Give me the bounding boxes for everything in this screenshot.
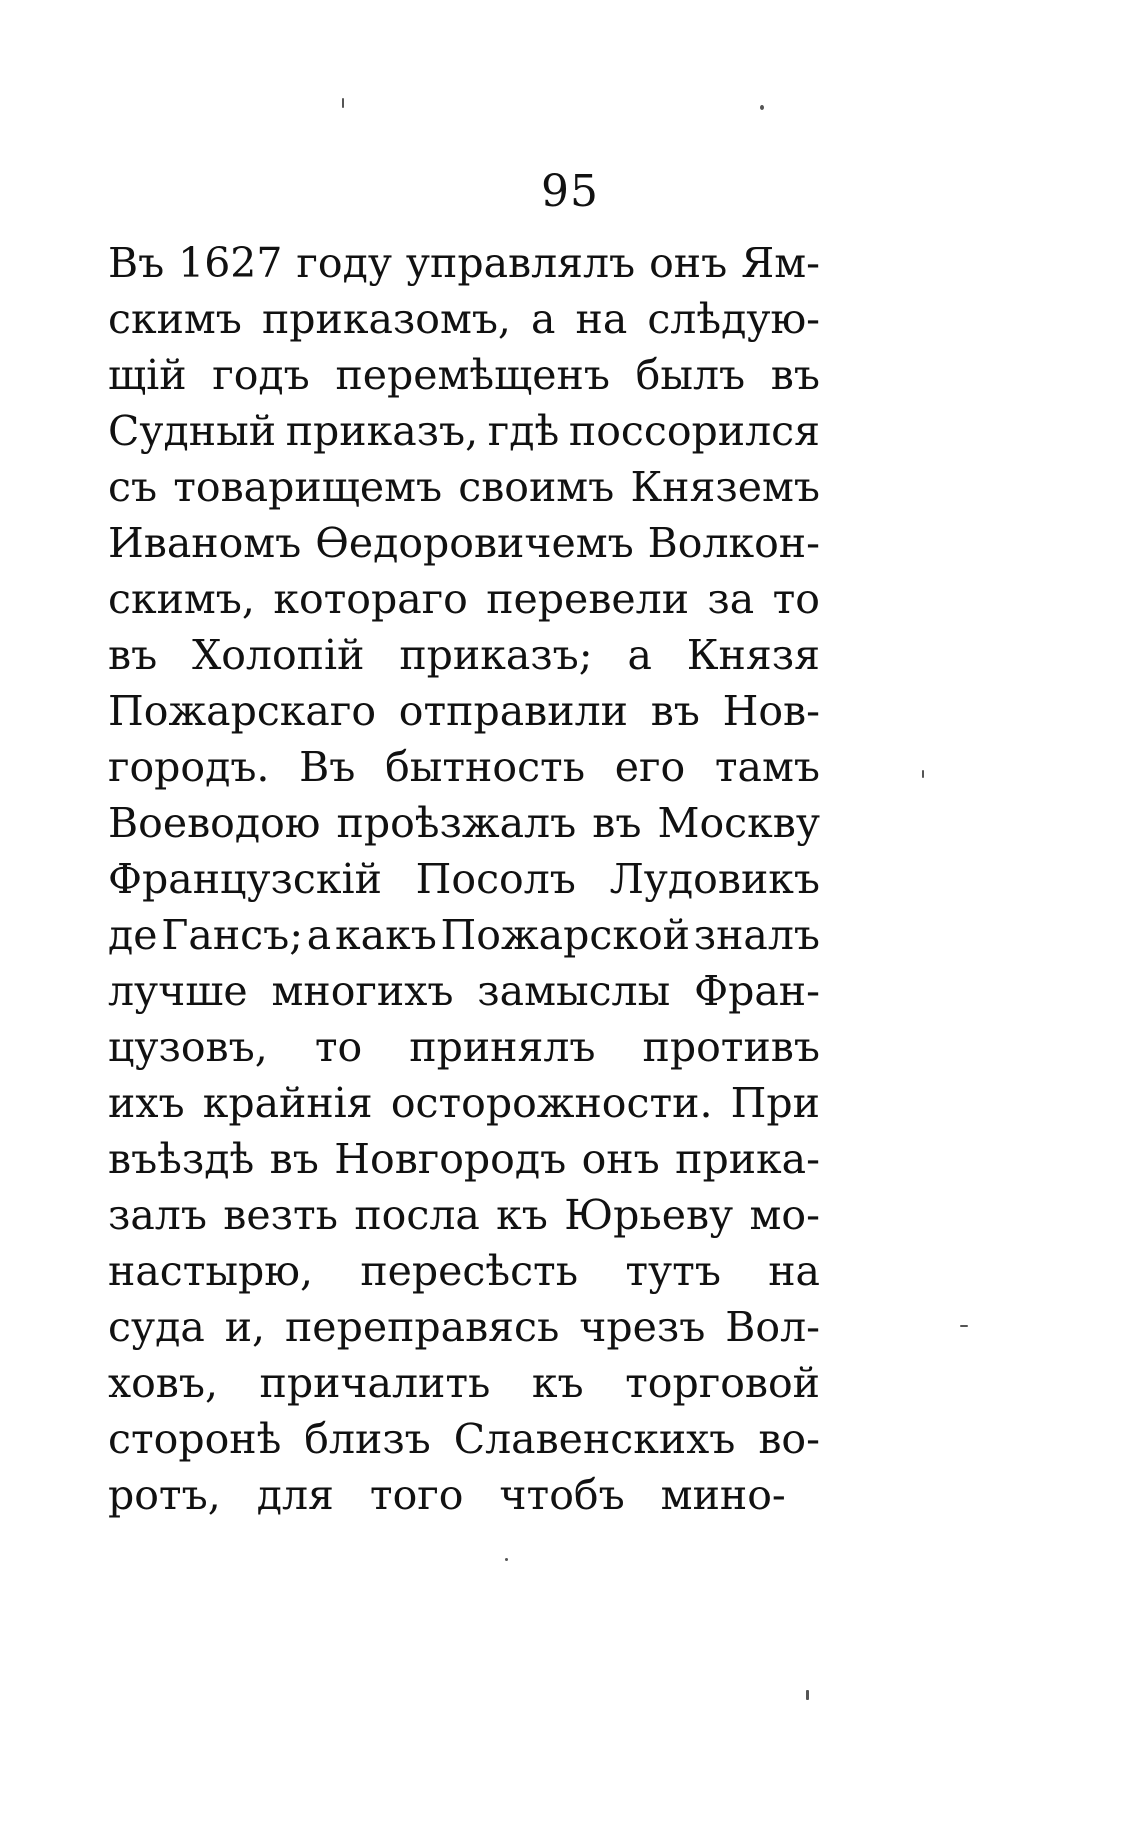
word: чтобъ xyxy=(499,1471,625,1519)
text-line xyxy=(108,1243,820,1299)
word: то xyxy=(772,575,820,623)
text-line xyxy=(108,795,820,851)
word: Ям- xyxy=(741,239,820,287)
word: на xyxy=(575,295,628,343)
text-line xyxy=(108,851,820,907)
word: мино- xyxy=(660,1471,786,1519)
word: Французскій xyxy=(108,855,382,903)
word: везть xyxy=(223,1191,338,1239)
word: чрезъ xyxy=(579,1303,706,1351)
word: пересѣсть xyxy=(360,1247,579,1295)
word: бытность xyxy=(385,743,586,791)
word: зналъ xyxy=(693,911,820,959)
word: де xyxy=(108,911,158,959)
word: проѣзжалъ xyxy=(336,799,577,847)
word: своимъ xyxy=(458,463,615,511)
word: Княземъ xyxy=(630,463,820,511)
word: скимъ, xyxy=(108,575,255,623)
word: онъ xyxy=(649,239,728,287)
word: Судный xyxy=(108,407,277,455)
word: Лудовикъ xyxy=(609,855,820,903)
word: Фран- xyxy=(694,967,820,1015)
text-line xyxy=(108,1467,820,1523)
text-line xyxy=(108,1075,820,1131)
word: ихъ xyxy=(108,1079,185,1127)
word: приказомъ, xyxy=(261,295,511,343)
word: для xyxy=(256,1471,334,1519)
word: за xyxy=(707,575,755,623)
word: на xyxy=(768,1247,820,1295)
scan-speck xyxy=(960,1325,968,1327)
word: въ xyxy=(108,631,158,679)
word: щій xyxy=(108,351,187,399)
word: Посолъ xyxy=(415,855,576,903)
word: переправясь xyxy=(284,1303,560,1351)
word: Воеводою xyxy=(108,799,321,847)
text-line xyxy=(108,403,820,459)
word: Пожарскаго xyxy=(108,687,377,735)
word: ротъ, xyxy=(108,1471,221,1519)
word: къ xyxy=(531,1359,584,1407)
text-line xyxy=(108,515,820,571)
word: былъ xyxy=(635,351,746,399)
word: городъ. xyxy=(108,743,270,791)
text-line xyxy=(108,235,820,291)
word: его xyxy=(614,743,686,791)
word: многихъ xyxy=(271,967,454,1015)
word: принялъ xyxy=(409,1023,596,1071)
word: гдѣ xyxy=(487,407,560,455)
word: ховъ, xyxy=(108,1359,219,1407)
word: котораго xyxy=(273,575,468,623)
word: онъ xyxy=(581,1135,660,1183)
word: Иваномъ xyxy=(108,519,302,567)
word: цузовъ, xyxy=(108,1023,268,1071)
word: въ xyxy=(592,799,642,847)
word: суда xyxy=(108,1303,205,1351)
word: посла xyxy=(354,1191,480,1239)
word: годъ xyxy=(212,351,310,399)
text-line xyxy=(108,739,820,795)
word: и, xyxy=(224,1303,266,1351)
text-line xyxy=(108,907,820,963)
word: 1627 xyxy=(178,239,283,287)
word: во- xyxy=(758,1415,820,1463)
word: Князя xyxy=(686,631,820,679)
word: Гансъ; xyxy=(161,911,304,959)
scan-speck xyxy=(505,1558,508,1561)
text-line xyxy=(108,683,820,739)
text-line xyxy=(108,1019,820,1075)
word: сторонѣ xyxy=(108,1415,282,1463)
text-line xyxy=(108,1131,820,1187)
word: тамъ xyxy=(714,743,820,791)
scan-speck xyxy=(806,1690,809,1700)
word: отправили xyxy=(398,687,628,735)
word: Юрьеву xyxy=(564,1191,734,1239)
word: съ xyxy=(108,463,158,511)
word: Вол- xyxy=(725,1303,820,1351)
scan-speck xyxy=(342,98,344,108)
word: къ xyxy=(496,1191,548,1239)
text-line xyxy=(108,459,820,515)
word: перевели xyxy=(486,575,690,623)
word: Москву xyxy=(657,799,820,847)
text-line xyxy=(108,1187,820,1243)
word: замыслы xyxy=(477,967,671,1015)
word: въ xyxy=(650,687,700,735)
word: скимъ xyxy=(108,295,242,343)
word: Холопій xyxy=(192,631,365,679)
word: залъ xyxy=(108,1191,207,1239)
text-line xyxy=(108,571,820,627)
word: а xyxy=(627,631,652,679)
word: прика- xyxy=(675,1135,820,1183)
word: приказъ, xyxy=(285,407,479,455)
word: Пожарской xyxy=(440,911,690,959)
body-text xyxy=(108,235,820,1523)
text-line xyxy=(108,963,820,1019)
text-line xyxy=(108,347,820,403)
word: причалить xyxy=(259,1359,491,1407)
word: поссорился xyxy=(568,407,820,455)
scan-speck xyxy=(760,105,764,110)
word: осторожности. xyxy=(390,1079,713,1127)
word: крайнія xyxy=(202,1079,373,1127)
word: лучше xyxy=(108,967,248,1015)
word: году xyxy=(296,239,392,287)
text-line xyxy=(108,1299,820,1355)
word: въѣздѣ xyxy=(108,1135,255,1183)
text-line xyxy=(108,1411,820,1467)
word: Волкон- xyxy=(647,519,820,567)
word: слѣдую- xyxy=(647,295,820,343)
word: того xyxy=(369,1471,464,1519)
word: въ xyxy=(269,1135,319,1183)
word: тутъ xyxy=(625,1247,721,1295)
word: мо- xyxy=(749,1191,820,1239)
word: противъ xyxy=(642,1023,820,1071)
word: управлялъ xyxy=(405,239,636,287)
word: а xyxy=(531,295,556,343)
word: Въ xyxy=(108,239,165,287)
text-line xyxy=(108,627,820,683)
word: торговой xyxy=(625,1359,820,1407)
word: близъ xyxy=(304,1415,431,1463)
word: а xyxy=(306,911,332,959)
word: то xyxy=(314,1023,363,1071)
text-line xyxy=(108,1355,820,1411)
word: товарищемъ xyxy=(173,463,443,511)
word: Нов- xyxy=(722,687,820,735)
word: При xyxy=(730,1079,820,1127)
word: Въ xyxy=(299,743,356,791)
scan-speck xyxy=(922,770,924,778)
word: приказъ; xyxy=(399,631,593,679)
word: настырю, xyxy=(108,1247,314,1295)
word: Славенскихъ xyxy=(453,1415,736,1463)
word: въ xyxy=(770,351,820,399)
page-number: 95 xyxy=(541,166,599,217)
word: Ѳедоровичемъ xyxy=(315,519,634,567)
word: Новгородъ xyxy=(334,1135,567,1183)
word: перемѣщенъ xyxy=(335,351,610,399)
word: какъ xyxy=(335,911,437,959)
text-line xyxy=(108,291,820,347)
